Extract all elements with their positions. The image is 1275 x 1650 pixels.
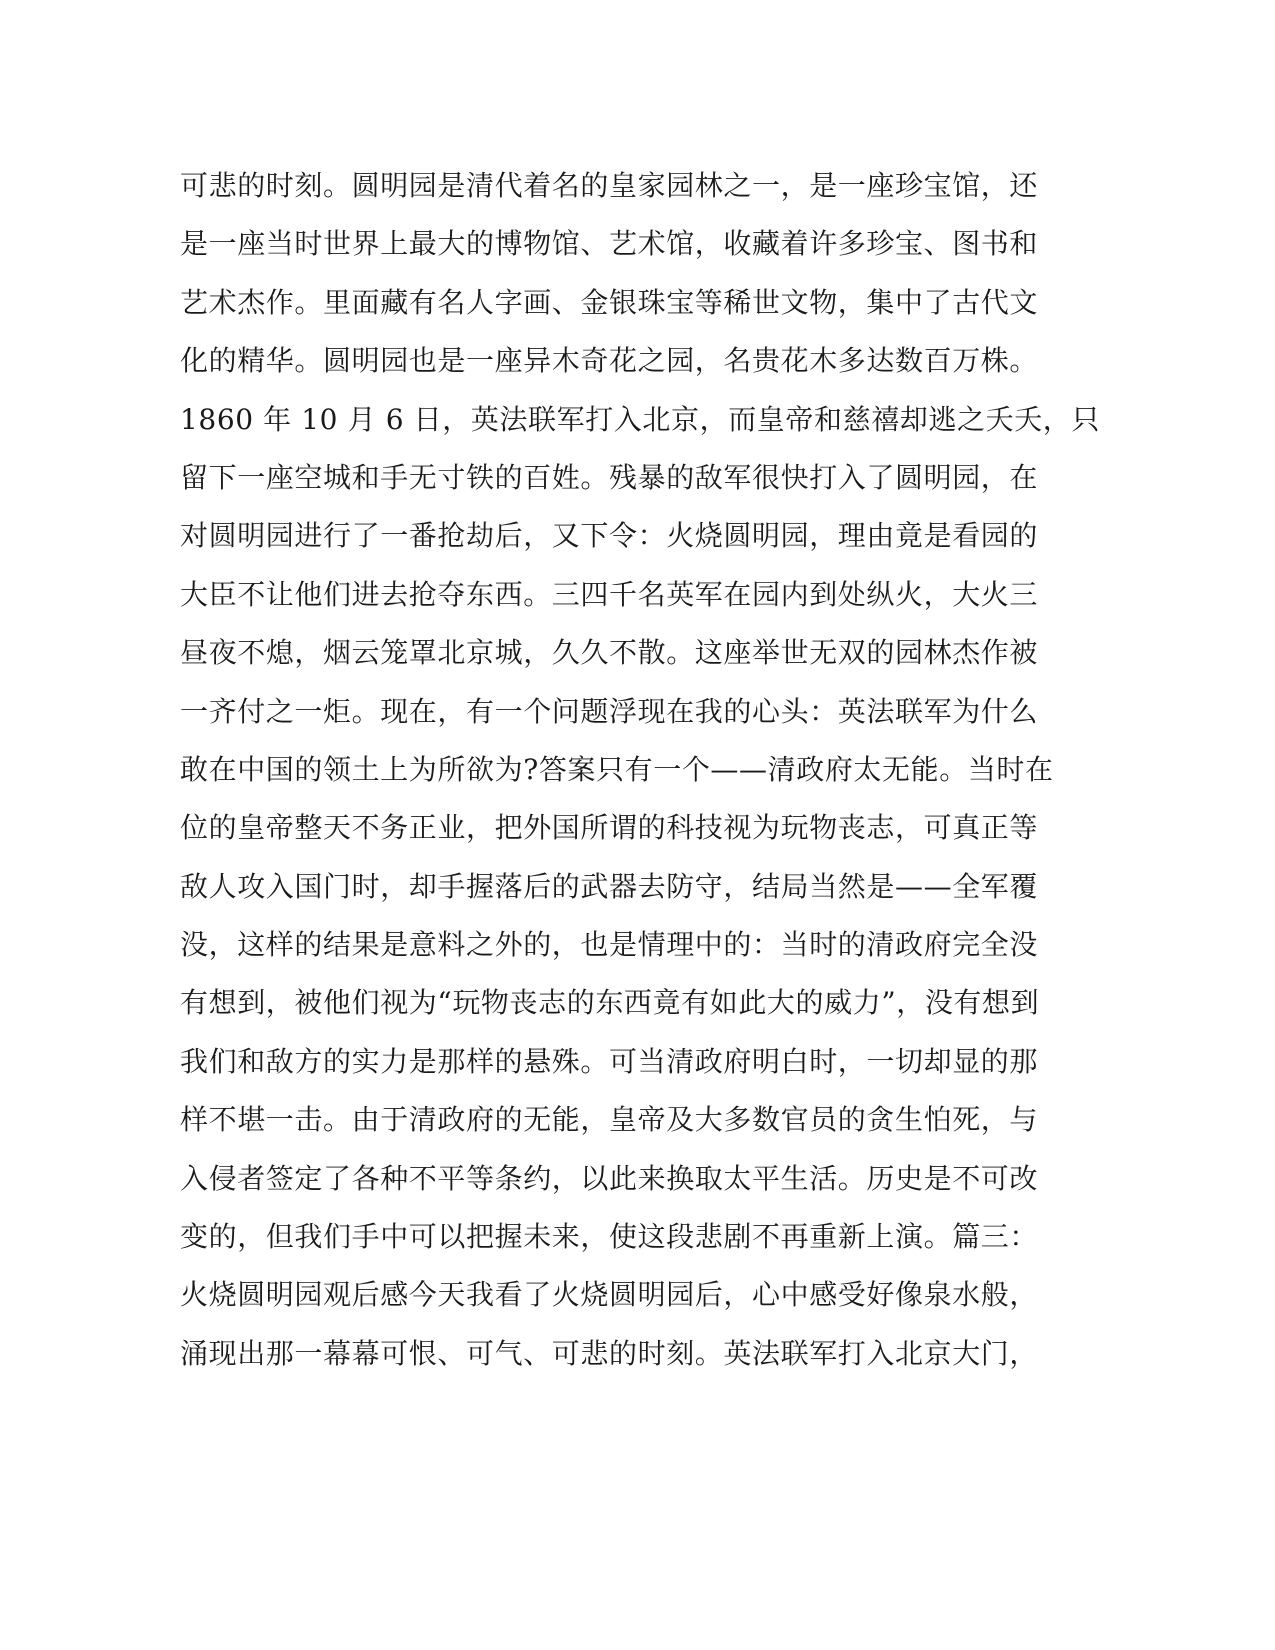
text-line: 一齐付之一炬。现在，有一个问题浮现在我的心头：英法联军为什么 (180, 694, 1039, 728)
text-line: 样不堪一击。由于清政府的无能，皇帝及大多数官员的贪生怕死，与 (180, 1103, 1039, 1137)
text-line: 涌现出那一幕幕可恨、可气、可悲的时刻。英法联军打入北京大门， (180, 1336, 1039, 1370)
text-line: 对圆明园进行了一番抢劫后，又下令：火烧圆明园，理由竟是看园的 (180, 519, 1039, 553)
text-line: 我们和敌方的实力是那样的悬殊。可当清政府明白时，一切却显的那 (180, 1044, 1039, 1078)
text-line: 有想到，被他们视为“玩物丧志的东西竟有如此大的威力”，没有想到 (180, 986, 1040, 1020)
text-line: 化的精华。圆明园也是一座异木奇花之园，名贵花木多达数百万株。 (180, 344, 1039, 378)
text-line: 昼夜不熄，烟云笼罩北京城，久久不散。这座举世无双的园林杰作被 (180, 636, 1039, 670)
text-line: 可悲的时刻。圆明园是清代着名的皇家园林之一，是一座珍宝馆，还 (180, 169, 1039, 202)
text-line: 艺术杰作。里面藏有名人字画、金银珠宝等稀世文物，集中了古代文 (180, 285, 1039, 319)
body-text (180, 157, 1101, 1383)
text-line: 留下一座空城和手无寸铁的百姓。残暴的敌军很快打入了圆明园，在 (180, 460, 1039, 494)
text-line: 火烧圆明园观后感今天我看了火烧圆明园后，心中感受好像泉水般， (180, 1278, 1039, 1312)
text-line: 位的皇帝整天不务正业，把外国所谓的科技视为玩物丧志，可真正等 (180, 811, 1039, 845)
text-line: 大臣不让他们进去抢夺东西。三四千名英军在园内到处纵火，大火三 (180, 577, 1039, 611)
text-line: 入侵者签定了各种不平等条约，以此来换取太平生活。历史是不可改 (180, 1161, 1039, 1195)
text-line: 没，这样的结果是意料之外的，也是情理中的：当时的清政府完全没 (180, 928, 1039, 962)
text-line: 敌人攻入国门时，却手握落后的武器去防守，结局当然是——全军覆 (180, 869, 1039, 903)
text-line: 变的，但我们手中可以把握未来，使这段悲剧不再重新上演。篇三： (180, 1220, 1039, 1254)
text-line: 是一座当时世界上最大的博物馆、艺术馆，收藏着许多珍宝、图书和 (180, 227, 1039, 261)
text-line: 敢在中国的领土上为所欲为?答案只有一个——清政府太无能。当时在 (180, 752, 1054, 786)
text-line: 1860 年 10 月 6 日，英法联军打入北京，而皇帝和慈禧却逃之夭夭，只 (180, 402, 1101, 436)
